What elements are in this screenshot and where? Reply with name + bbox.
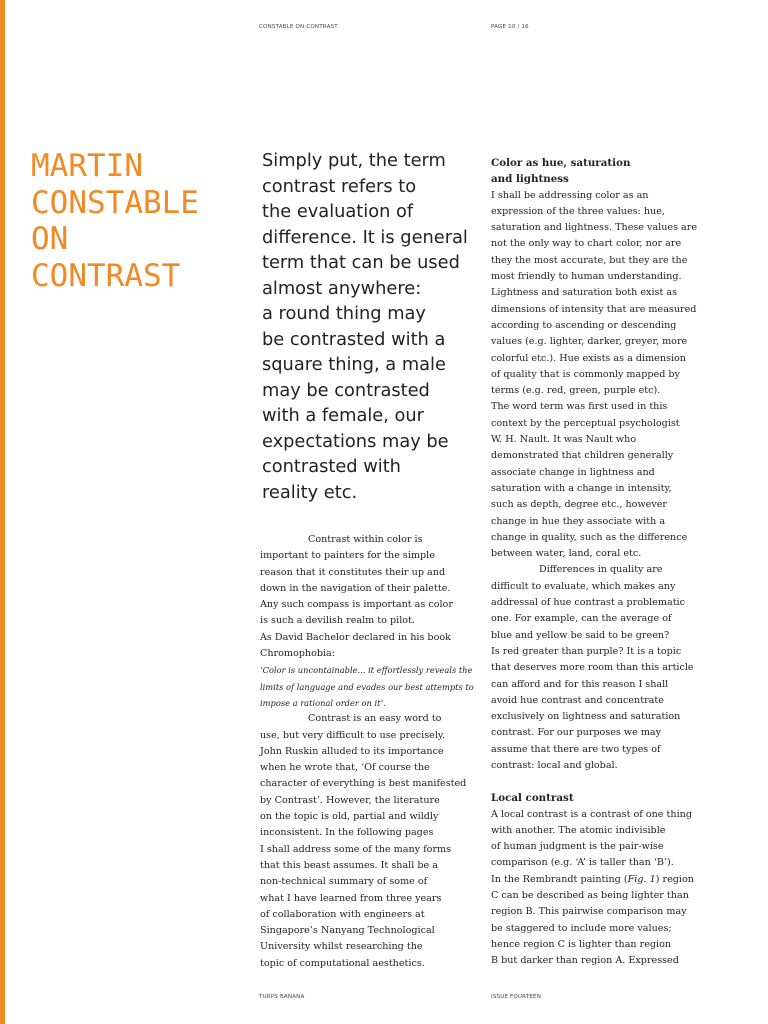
section-heading-local [491,790,711,806]
text-line: values (e.g. lighter, darker, greyer, more [491,336,688,348]
lead-line: square thing, a male [262,354,446,375]
text-line: by Contrast’. However, the literature [260,794,440,806]
text-line: that this beast assumes. It shall be a [260,859,438,871]
text-line: of collaboration with engineers at [260,908,425,920]
lead-line: may be contrasted [262,379,430,401]
text-line: As David Bachelor declared in his book [260,631,451,643]
text-line: The word term was first used in this [491,401,668,413]
body-paragraph [491,562,711,774]
lead-line: difference. It is general [262,226,468,248]
right-column [491,155,711,970]
section-gap [491,774,711,790]
text-line: can afford and for this reason I shall [491,678,669,690]
text-line: according to ascending or descending [491,319,677,331]
lead-line: expectations may be [262,430,449,452]
text-line: hence region C is lighter than region [491,938,672,950]
text-line: when he wrote that, ‘Of course the [260,762,430,774]
quote-line: limits of language and evades our best attempts to [260,681,474,692]
intro-paragraph [260,532,480,662]
text-line: change in quality, such as the difference [491,531,688,543]
lead-line: reality etc. [262,481,358,503]
text-line: with another. The atomic indivisible [491,824,666,836]
body-paragraph [491,807,711,970]
text-line: addressal of hue contrast a problematic [491,597,686,609]
text-line: contrast: local and global. [491,759,618,771]
text-line: change in hue they associate with a [491,515,666,527]
text-line: on the topic is old, partial and wildly [260,811,439,823]
text-line: non-technical summary of some of [260,876,428,888]
text-line: terms (e.g. red, green, purple etc). [491,385,661,397]
text-line: character of everything is best manifested [260,778,467,790]
running-header-title: CONSTABLE ON CONTRAST [259,24,338,30]
text-line: between water, land, coral etc. [491,548,642,560]
section-heading-color [491,155,711,188]
text-fragment: ) region [655,873,694,885]
text-line: Chromophobia: [260,648,336,660]
body-paragraph [491,188,711,563]
text-line: down in the navigation of their palette. [260,582,451,594]
text-line: important to painters for the simple [260,550,435,562]
title-line: MARTIN [31,148,143,184]
text-line: blue and yellow be said to be green? [491,629,670,641]
text-line: saturation and lightness. These values are [491,222,698,234]
text-line: demonstrated that children generally [491,450,674,462]
text-line: most friendly to human understanding. [491,271,682,283]
body-paragraph [260,711,480,972]
lead-line: Simply put, the term [262,150,446,171]
text-line: Singapore’s Nanyang Technological [260,925,435,937]
text-line: Lightness and saturation both exist as [491,287,677,299]
quote-line: impose a rational order on it’. [260,697,386,708]
lead-line: the evaluation of [262,201,414,222]
text-line: comparison (e.g. ‘A’ is taller than ‘B’). [491,857,674,869]
lead-line: term that can be used [262,252,460,273]
running-footer-publication: TURPS BANANA [259,994,305,1000]
text-line: be staggered to include more values; [491,922,672,934]
text-line: that deserves more room than this article [491,662,694,674]
text-line: reason that it constitutes their up and [260,566,446,578]
text-line: colorful etc.). Hue exists as a dimension [491,352,686,364]
orange-edge-bar [0,0,5,1024]
text-fragment: In the Rembrandt painting ( [491,873,628,885]
text-line: A local contrast is a contrast of one thing [491,808,692,820]
title-line: ON [31,221,69,257]
text-line: they the most accurate, but they are the [491,254,688,266]
heading-line: and lightness [491,173,569,186]
lead-line: contrast refers to [262,175,417,197]
article-title [31,148,199,294]
lead-line: contrasted with [262,456,401,477]
text-line: University whilst researching the [260,941,423,953]
text-line: Contrast within color is [308,534,423,545]
block-quote [260,662,480,711]
text-line: Differences in quality are [539,564,663,576]
text-line: use, but very difficult to use precisely. [260,729,446,741]
quote-line: ‘Color is uncontainable... it effortlessly reveals the [260,665,473,676]
text-line: I shall address some of the many forms [260,843,452,855]
text-line: contrast. For our purposes we may [491,727,662,739]
lead-line: be contrasted with a [262,328,446,350]
text-line: Any such compass is important as color [260,599,453,611]
text-line: B but darker than region A. Expressed [491,955,679,967]
text-line: difficult to evaluate, which makes any [491,580,676,592]
text-line: dimensions of intensity that are measured [491,303,697,315]
text-line: W. H. Nault. It was Nault who [491,434,637,446]
heading-line: Local contrast [491,792,574,805]
text-line: Is red greater than purple? It is a topic [491,645,682,657]
text-line: expression of the three values: hue, [491,205,665,217]
text-line: one. For example, can the average of [491,613,672,625]
text-line: context by the perceptual psychologist [491,417,680,429]
text-line: saturation with a change in intensity, [491,482,672,494]
running-footer-issue: ISSUE FOURTEEN [491,994,542,1000]
text-line: C can be described as being lighter than [491,890,689,902]
text-line: exclusively on lightness and saturation [491,711,681,723]
text-line: of quality that is commonly mapped by [491,368,680,380]
running-header-page: PAGE 10 / 16 [491,24,529,30]
text-line: assume that there are two types of [491,743,661,755]
middle-column [260,532,480,972]
lead-paragraph [262,148,488,505]
figure-reference: Fig. 1 [627,873,656,885]
text-line: of human judgment is the pair-wise [491,841,664,853]
lead-line: a round thing may [262,303,426,324]
text-line: region B. This pairwise comparison may [491,906,687,918]
text-line: I shall be addressing color as an [491,189,649,201]
text-line: Contrast is an easy word to [308,713,442,725]
text-line: associate change in lightness and [491,466,655,478]
text-line: avoid hue contrast and concentrate [491,694,664,706]
text-line: topic of computational aesthetics. [260,957,425,969]
text-line: such as depth, degree etc., however [491,499,668,511]
title-line: CONTRAST [31,257,181,294]
text-line: not the only way to chart color, nor are [491,238,682,250]
heading-line: Color as hue, saturation [491,157,631,169]
text-line: what I have learned from three years [260,892,442,904]
lead-line: with a female, our [262,405,424,426]
text-line: inconsistent. In the following pages [260,827,434,839]
lead-line: almost anywhere: [262,277,422,299]
title-line: CONSTABLE [31,184,199,221]
text-line: John Ruskin alluded to its importance [260,745,444,757]
text-line-figure-ref [491,872,711,888]
text-line: is such a devilish realm to pilot. [260,615,415,627]
